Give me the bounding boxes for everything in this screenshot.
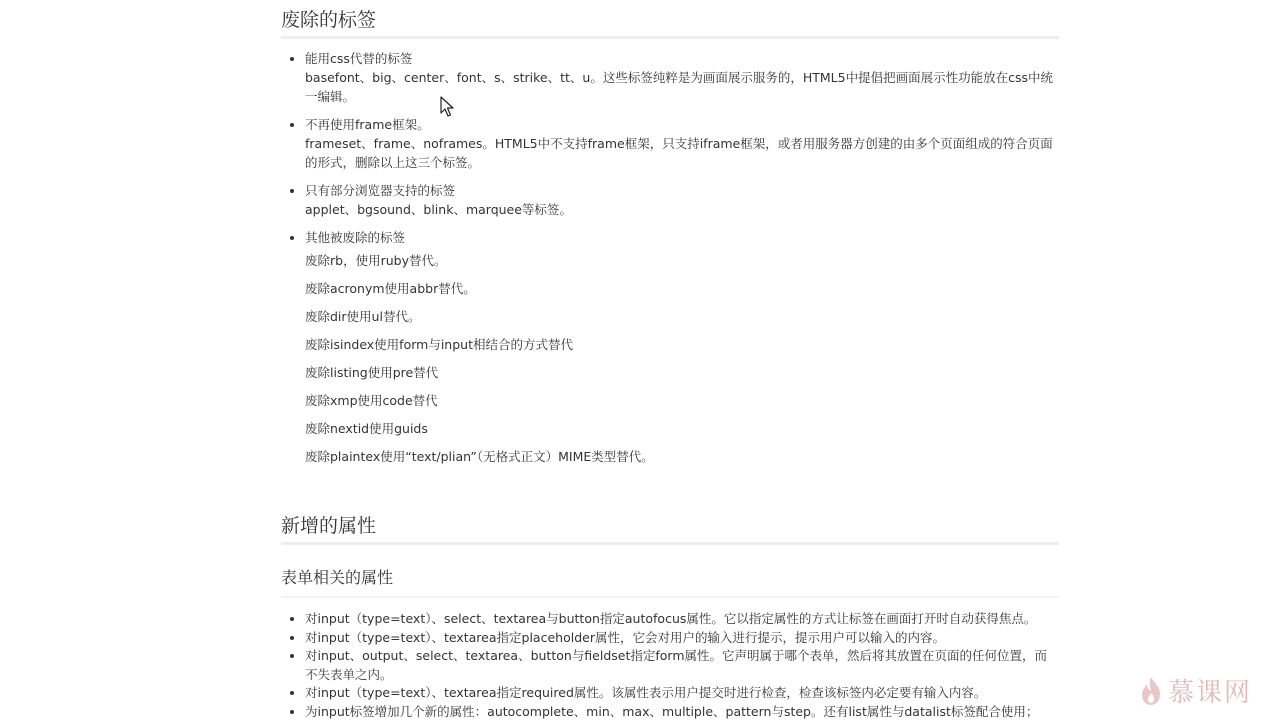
- item-body: applet、bgsound、blink、marquee等标签。: [305, 200, 1059, 219]
- list-item: • 对input（type=text）、textarea指定placeholder属性，它会对用户的输入进行提示，提示用户可以输入的内容。: [305, 629, 1059, 648]
- subsection-title-form-attributes: 表单相关的属性: [281, 565, 1059, 598]
- section-title-new-attributes: 新增的属性: [281, 511, 1059, 545]
- item-heading: • 其他被废除的标签: [305, 228, 1059, 247]
- sub-item: 废除dir使用ul替代。: [305, 303, 1059, 331]
- list-item: [305, 181, 1059, 219]
- sub-item: 废除nextid使用guids: [305, 415, 1059, 443]
- article: [281, 0, 1059, 721]
- sub-item: 废除xmp使用code替代: [305, 387, 1059, 415]
- flame-icon: [1140, 676, 1162, 706]
- item-heading: • 只有部分浏览器支持的标签: [305, 181, 1059, 200]
- section-title-deprecated-tags: 废除的标签: [281, 0, 1059, 39]
- watermark-logo: [1140, 672, 1252, 709]
- list-item: • 为input标签增加几个新的属性：autocomplete、min、max、multiple、pattern与step。还有list属性与datalist标签配合使用；: [305, 703, 1059, 721]
- sub-item: 废除rb，使用ruby替代。: [305, 247, 1059, 275]
- item-heading: • 能用css代替的标签: [305, 49, 1059, 68]
- sub-item: 废除isindex使用form与input相结合的方式替代: [305, 331, 1059, 359]
- form-attributes-list: [281, 610, 1059, 721]
- watermark-text: 慕课网: [1168, 672, 1252, 709]
- list-item: [305, 49, 1059, 106]
- deprecated-tags-list: [281, 49, 1059, 471]
- other-deprecated-list: [305, 247, 1059, 471]
- list-item: [305, 115, 1059, 172]
- list-item: • 对input（type=text）、select、textarea与button指定autofocus属性。它以指定属性的方式让标签在画面打开时自动获得焦点。: [305, 610, 1059, 629]
- sub-item: 废除plaintex使用“text/plian”（无格式正文）MIME类型替代。: [305, 443, 1059, 471]
- list-item: • 对input、output、select、textarea、button与fieldset指定form属性。它声明属于哪个表单，然后将其放置在页面的任何位置，而不失表单之内。: [305, 647, 1059, 684]
- list-item: [305, 228, 1059, 471]
- sub-item: 废除acronym使用abbr替代。: [305, 275, 1059, 303]
- mouse-pointer-icon: [440, 96, 456, 118]
- item-body: basefont、big、center、font、s、strike、tt、u。这些标签纯粹是为画面展示服务的，HTML5中提倡把画面展示性功能放在css中统一编辑。: [305, 68, 1059, 106]
- list-item: • 对input（type=text）、textarea指定required属性。该属性表示用户提交时进行检查，检查该标签内必定要有输入内容。: [305, 684, 1059, 703]
- item-heading: • 不再使用frame框架。: [305, 115, 1059, 134]
- item-body: frameset、frame、noframes。HTML5中不支持frame框架，只支持iframe框架，或者用服务器方创建的由多个页面组成的符合页面的形式，删除以上这三个标签。: [305, 134, 1059, 172]
- sub-item: 废除listing使用pre替代: [305, 359, 1059, 387]
